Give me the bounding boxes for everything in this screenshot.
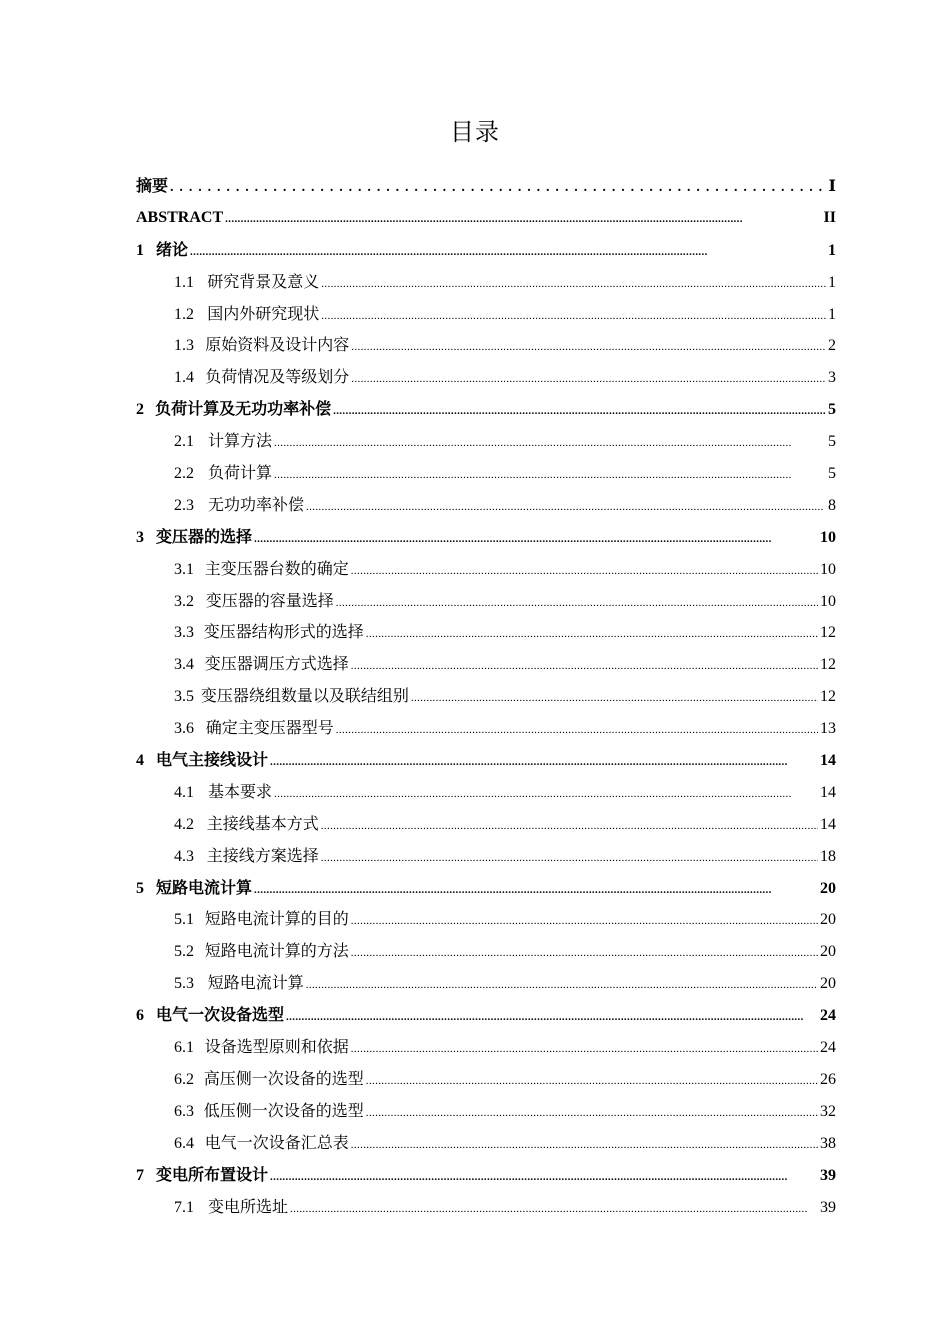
toc-entry-label: 高压侧一次设备的选型 xyxy=(203,1068,364,1088)
toc-subsection-entry[interactable] xyxy=(136,903,836,935)
toc-entry-number: 5.3 xyxy=(174,975,194,993)
toc-section-entry[interactable] xyxy=(136,202,836,234)
toc-dot-leader xyxy=(366,617,818,651)
toc-subsection-entry[interactable] xyxy=(136,1191,836,1223)
toc-entry-label: 低压侧一次设备的选型 xyxy=(203,1100,364,1120)
toc-subsection-entry[interactable] xyxy=(136,1063,836,1095)
toc-entry-number: 3.5 xyxy=(174,688,194,706)
toc-dot-leader xyxy=(190,235,826,269)
toc-entry-number: 3.4 xyxy=(174,656,194,674)
toc-entry-number: 2.3 xyxy=(174,496,194,514)
toc-entry-number: 1.4 xyxy=(174,369,194,387)
toc-entry-number: 2 xyxy=(136,401,144,419)
toc-page-number: 3 xyxy=(828,369,836,387)
toc-subsection-entry[interactable] xyxy=(136,935,836,967)
toc-subsection-entry[interactable] xyxy=(136,712,836,744)
toc-entry-number: 5 xyxy=(136,879,144,897)
toc-entry-number: 2.1 xyxy=(174,433,194,451)
toc-entry-label: 确定主变压器型号 xyxy=(205,718,334,738)
toc-dot-leader xyxy=(254,522,818,556)
toc-dot-leader xyxy=(351,1032,818,1066)
toc-entry-label: ABSTRACT xyxy=(136,208,224,226)
toc-entry-label: 计算方法 xyxy=(208,431,273,451)
toc-entry-number: 6 xyxy=(136,1007,144,1025)
toc-entry-label: 负荷情况及等级划分 xyxy=(205,367,350,387)
toc-subsection-entry[interactable] xyxy=(136,648,836,680)
toc-page-number: 20 xyxy=(820,975,836,993)
toc-dot-leader xyxy=(336,586,818,620)
toc-entry-label: 短路电流计算 xyxy=(207,973,304,993)
toc-dot-leader xyxy=(270,1160,818,1194)
toc-entry-number: 3.6 xyxy=(174,720,194,738)
toc-entry-number: 6.2 xyxy=(174,1070,194,1088)
toc-page-number: 1 xyxy=(828,273,836,291)
toc-dot-leader xyxy=(170,171,827,204)
toc-dot-leader xyxy=(366,1096,818,1130)
toc-dot-leader xyxy=(274,777,818,811)
toc-entry-number: 5.1 xyxy=(174,911,194,929)
toc-page-number: 5 xyxy=(828,433,836,451)
toc-entry-label: 主接线基本方式 xyxy=(206,813,319,833)
toc-page-number: 14 xyxy=(820,783,836,801)
toc-page-number: 2 xyxy=(828,337,836,355)
toc-page-number: 10 xyxy=(820,560,836,578)
toc-page-number: 39 xyxy=(820,1166,836,1184)
toc-entry-label: 国内外研究现状 xyxy=(207,303,320,323)
toc-page-number: 38 xyxy=(820,1134,836,1152)
toc-page-number: 1 xyxy=(828,241,836,259)
toc-dot-leader xyxy=(411,681,818,715)
toc-page-number: 14 xyxy=(820,752,836,770)
toc-dot-leader xyxy=(351,936,818,970)
toc-entry-label: 电气主接线设计 xyxy=(156,750,269,770)
toc-entry-label: 变压器结构形式的选择 xyxy=(203,622,364,642)
toc-page-number: 39 xyxy=(820,1198,836,1216)
toc-dot-leader xyxy=(306,968,818,1002)
toc-dot-leader xyxy=(290,1192,818,1226)
toc-section-entry[interactable] xyxy=(136,1159,836,1191)
toc-page-number: Ⅰ xyxy=(828,178,836,195)
toc-entry-label: 变电所布置设计 xyxy=(156,1164,269,1184)
toc-entry-label: 变压器的选择 xyxy=(156,526,253,546)
toc-dot-leader xyxy=(286,1000,818,1034)
toc-entry-label: 无功功率补偿 xyxy=(208,494,305,514)
toc-page-number: 20 xyxy=(820,943,836,961)
toc-subsection-entry[interactable] xyxy=(136,840,836,872)
toc-dot-leader xyxy=(351,554,818,588)
toc-dot-leader xyxy=(351,904,818,938)
toc-page-number: 5 xyxy=(828,401,836,419)
toc-entry-label: 基本要求 xyxy=(208,781,273,801)
toc-subsection-entry[interactable] xyxy=(136,489,836,521)
toc-entry-label: 主接线方案选择 xyxy=(206,845,319,865)
toc-entry-label: 短路电流计算的目的 xyxy=(204,909,349,929)
toc-entry-number: 6.3 xyxy=(174,1102,194,1120)
toc-section-entry[interactable] xyxy=(136,521,836,553)
toc-entry-label: 变压器调压方式选择 xyxy=(204,654,349,674)
toc-entry-number: 3.2 xyxy=(174,592,194,610)
toc-entry-label: 变压器绕组数量以及联结组别 xyxy=(200,686,409,706)
toc-entry-label: 电气一次设备选型 xyxy=(156,1005,285,1025)
toc-page-number: 18 xyxy=(820,847,836,865)
toc-page-number: 26 xyxy=(820,1070,836,1088)
toc-entry-number: 5.2 xyxy=(174,943,194,961)
toc-page-number: 12 xyxy=(820,656,836,674)
toc-subsection-entry[interactable] xyxy=(136,680,836,712)
toc-entry-label: 电气一次设备汇总表 xyxy=(204,1132,349,1152)
toc-page-number: 10 xyxy=(820,592,836,610)
toc-page-number: 12 xyxy=(820,624,836,642)
toc-entry-label: 设备选型原则和依据 xyxy=(204,1037,349,1057)
toc-entry-label: 变电所选址 xyxy=(208,1196,289,1216)
toc-page-number: 24 xyxy=(820,1039,836,1057)
toc-page-number: 14 xyxy=(820,815,836,833)
toc-entry-number: 7 xyxy=(136,1166,144,1184)
toc-subsection-entry[interactable] xyxy=(136,585,836,617)
toc-dot-leader xyxy=(366,1064,818,1098)
toc-dot-leader xyxy=(351,649,818,683)
toc-entry-label: 负荷计算 xyxy=(208,463,273,483)
toc-entry-number: 1 xyxy=(136,241,144,259)
toc-dot-leader xyxy=(274,458,826,492)
toc-entry-number: 6.1 xyxy=(174,1039,194,1057)
toc-dot-leader xyxy=(351,1128,818,1162)
toc-entry-label: 绪论 xyxy=(156,239,189,259)
toc-subsection-entry[interactable] xyxy=(136,361,836,393)
toc-subsection-entry[interactable] xyxy=(136,425,836,457)
toc-dot-leader xyxy=(225,202,821,236)
toc-subsection-entry[interactable] xyxy=(136,808,836,840)
toc-entry-number: 4.3 xyxy=(174,847,194,865)
toc-page-number: 5 xyxy=(828,465,836,483)
toc-entry-number: 1.3 xyxy=(174,337,194,355)
toc-dot-leader xyxy=(306,490,826,524)
toc-subsection-entry[interactable] xyxy=(136,1127,836,1159)
toc-subsection-entry[interactable] xyxy=(136,553,836,585)
table-of-contents xyxy=(136,170,836,1222)
toc-entry-number: 1.1 xyxy=(174,273,194,291)
toc-dot-leader xyxy=(321,299,826,333)
toc-section-entry[interactable] xyxy=(136,170,836,202)
toc-entry-label: 主变压器台数的确定 xyxy=(204,558,349,578)
toc-dot-leader xyxy=(274,426,826,460)
toc-entry-number: 1.2 xyxy=(174,305,194,323)
toc-entry-label: 原始资料及设计内容 xyxy=(205,335,350,355)
toc-subsection-entry[interactable] xyxy=(136,329,836,361)
page-title: 目录 xyxy=(450,118,500,146)
toc-page-number: 24 xyxy=(820,1007,836,1025)
toc-page-number: 8 xyxy=(828,496,836,514)
toc-dot-leader xyxy=(351,330,826,364)
toc-entry-number: 4.1 xyxy=(174,783,194,801)
toc-entry-label: 短路电流计算的方法 xyxy=(204,941,349,961)
toc-dot-leader xyxy=(351,362,826,396)
toc-page-number: 32 xyxy=(820,1102,836,1120)
toc-dot-leader xyxy=(321,267,826,301)
toc-entry-label: 负荷计算及无功功率补偿 xyxy=(155,399,332,419)
toc-entry-number: 3.1 xyxy=(174,560,194,578)
toc-entry-number: 3.3 xyxy=(174,624,194,642)
toc-subsection-entry[interactable] xyxy=(136,298,836,330)
toc-entry-number: 2.2 xyxy=(174,465,194,483)
toc-section-entry[interactable] xyxy=(136,393,836,425)
toc-entry-number: 4 xyxy=(136,752,144,770)
toc-dot-leader xyxy=(336,713,818,747)
toc-dot-leader xyxy=(270,745,818,779)
toc-section-entry[interactable] xyxy=(136,234,836,266)
toc-dot-leader xyxy=(254,873,818,907)
toc-section-entry[interactable] xyxy=(136,872,836,904)
toc-page-number: 20 xyxy=(820,879,836,897)
toc-entry-label: 研究背景及意义 xyxy=(207,271,320,291)
toc-subsection-entry[interactable] xyxy=(136,1031,836,1063)
toc-subsection-entry[interactable] xyxy=(136,457,836,489)
toc-subsection-entry[interactable] xyxy=(136,266,836,298)
toc-page-number: 12 xyxy=(820,688,836,706)
toc-dot-leader xyxy=(333,394,826,428)
toc-entry-label: 短路电流计算 xyxy=(156,877,253,897)
toc-page-number: 20 xyxy=(820,911,836,929)
toc-dot-leader xyxy=(321,809,818,843)
toc-subsection-entry[interactable] xyxy=(136,1095,836,1127)
toc-entry-label: 变压器的容量选择 xyxy=(205,590,334,610)
toc-section-entry[interactable] xyxy=(136,999,836,1031)
toc-page-number: 10 xyxy=(820,528,836,546)
toc-subsection-entry[interactable] xyxy=(136,616,836,648)
toc-page-number: 13 xyxy=(820,720,836,738)
toc-subsection-entry[interactable] xyxy=(136,967,836,999)
toc-page-number: II xyxy=(823,208,836,226)
toc-entry-number: 7.1 xyxy=(174,1198,194,1216)
toc-entry-number: 3 xyxy=(136,528,144,546)
toc-entry-number: 4.2 xyxy=(174,815,194,833)
toc-section-entry[interactable] xyxy=(136,744,836,776)
toc-page-number: 1 xyxy=(828,305,836,323)
toc-subsection-entry[interactable] xyxy=(136,776,836,808)
toc-entry-number: 6.4 xyxy=(174,1134,194,1152)
toc-dot-leader xyxy=(321,841,818,875)
toc-entry-label: 摘要 xyxy=(136,176,169,195)
